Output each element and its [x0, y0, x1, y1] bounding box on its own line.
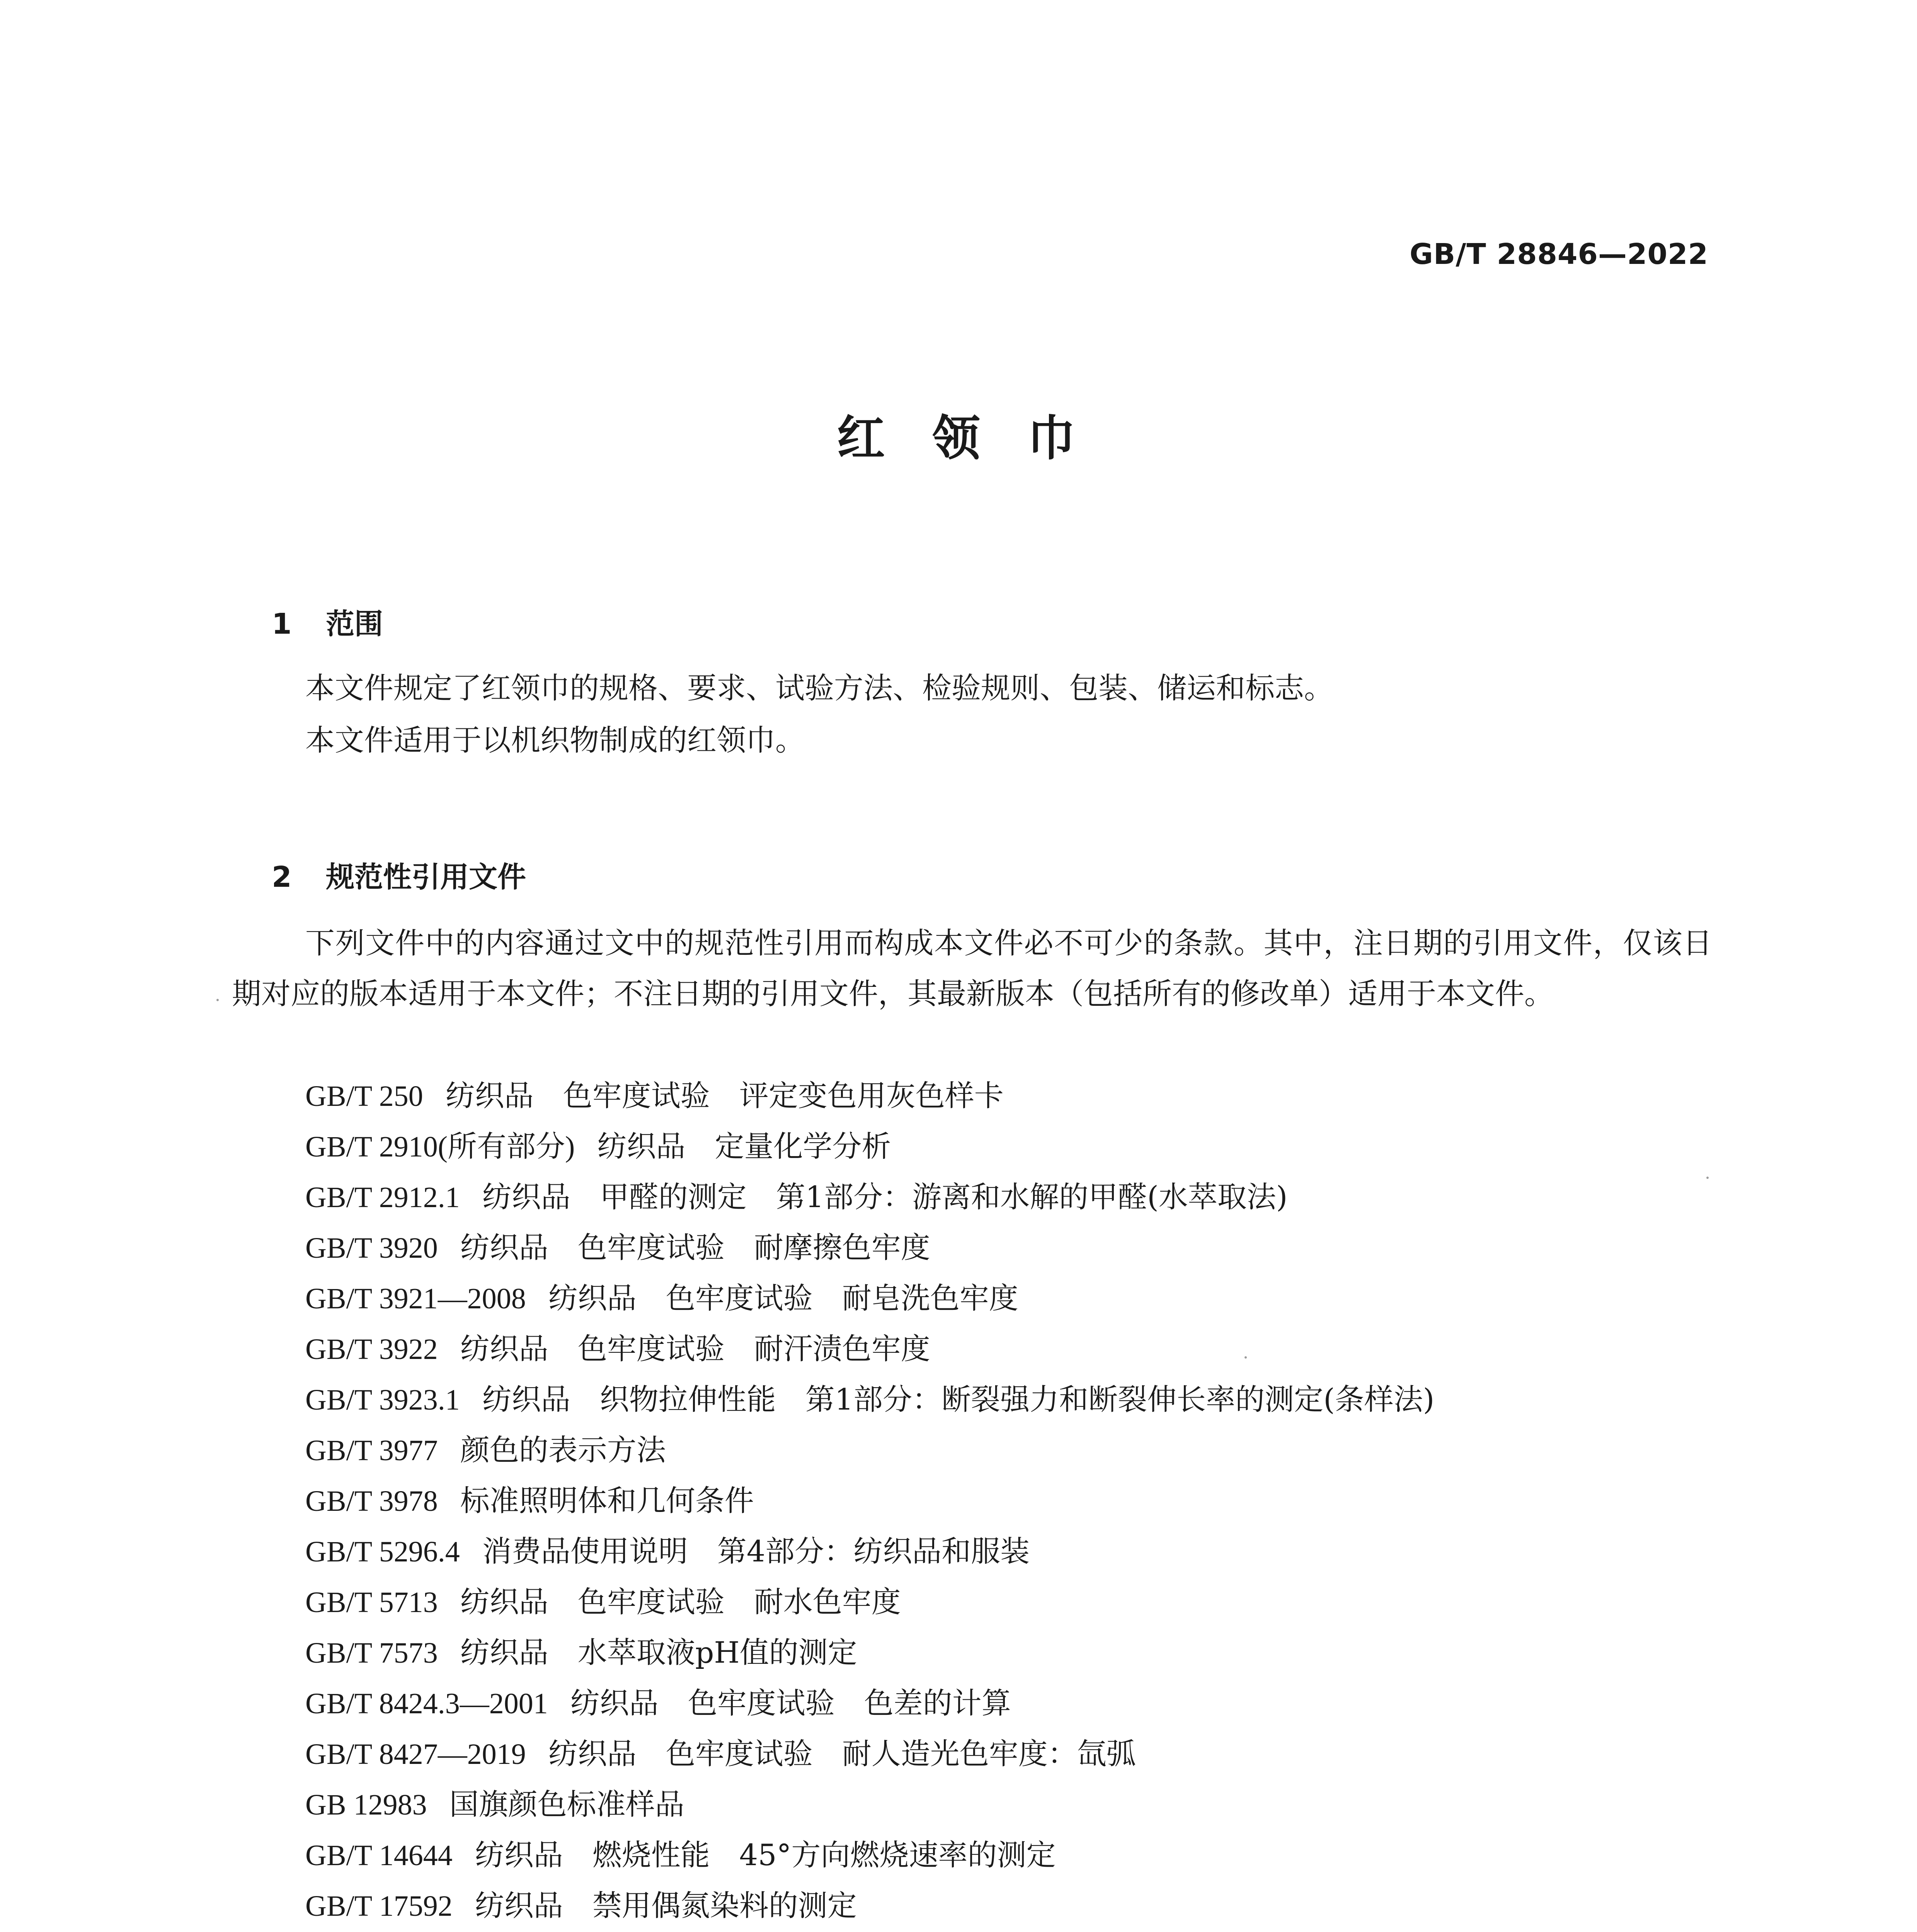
reference-item	[305, 1172, 1434, 1222]
section-number: 1	[272, 607, 292, 641]
reference-code: GB/T 3923.1	[305, 1384, 460, 1416]
reference-code: GB/T 17592	[305, 1890, 453, 1922]
reference-code: GB/T 8424.3—2001	[305, 1687, 548, 1720]
reference-code: GB/T 3977	[305, 1434, 438, 1467]
reference-code: GB 12983	[305, 1789, 427, 1821]
section-heading-scope	[232, 568, 383, 675]
section-heading-references	[232, 821, 526, 929]
reference-title: 纺织品 织物拉伸性能 第1部分：断裂强力和断裂伸长率的测定(条样法)	[482, 1382, 1435, 1417]
reference-title: 纺织品 色牢度试验 耐汗渍色牢度	[460, 1332, 930, 1366]
reference-title: 国旗颜色标准样品	[449, 1787, 684, 1821]
reference-code: GB/T 7573	[305, 1637, 438, 1669]
reference-item	[305, 1627, 1434, 1678]
reference-code: GB/T 2910(所有部分)	[305, 1131, 575, 1163]
reference-code: GB/T 2912.1	[305, 1181, 460, 1214]
reference-item	[305, 1222, 1434, 1273]
reference-title: 颜色的表示方法	[460, 1433, 666, 1467]
reference-code: GB/T 3921—2008	[305, 1282, 526, 1315]
reference-item	[305, 1728, 1434, 1779]
reference-code: GB/T 3978	[305, 1485, 438, 1517]
reference-item	[305, 1475, 1434, 1526]
reference-code: GB/T 3920	[305, 1232, 438, 1264]
document-title: 红 领 巾	[837, 411, 1080, 466]
reference-title: 纺织品 定量化学分析	[597, 1129, 891, 1163]
scan-speck	[216, 999, 219, 1001]
reference-title: 纺织品 燃烧性能 45°方向燃烧速率的测定	[475, 1838, 1056, 1872]
reference-title: 纺织品 水萃取液pH值的测定	[460, 1635, 857, 1670]
reference-title: 标准照明体和几何条件	[460, 1483, 754, 1518]
reference-item	[305, 1323, 1434, 1374]
reference-item	[305, 1374, 1434, 1425]
reference-item	[305, 1830, 1434, 1880]
reference-item	[305, 1779, 1434, 1830]
reference-code: GB/T 3922	[305, 1333, 438, 1366]
reference-title: 纺织品 色牢度试验 色差的计算	[570, 1686, 1011, 1720]
section-title: 规范性引用文件	[326, 861, 526, 894]
reference-item	[305, 1678, 1434, 1728]
scope-paragraph: 本文件适用于以机织物制成的红领巾。	[305, 723, 805, 757]
reference-item	[305, 1070, 1434, 1121]
reference-item	[305, 1880, 1434, 1931]
reference-code: GB/T 8427—2019	[305, 1738, 526, 1770]
scan-speck	[1706, 1177, 1709, 1179]
references-intro: 下列文件中的内容通过文中的规范性引用而构成本文件必不可少的条款。其中，注日期的引用文件，仅该日期对应的版本适用于本文件；不注日期的引用文件，其最新版本（包括所有的修改单）适用于本文件。	[232, 926, 1712, 1011]
reference-item	[305, 1121, 1434, 1172]
reference-item	[305, 1577, 1434, 1627]
reference-title: 消费品使用说明 第4部分：纺织品和服装	[482, 1534, 1030, 1568]
reference-title: 纺织品 色牢度试验 评定变色用灰色样卡	[445, 1078, 1004, 1113]
scan-speck	[1245, 1356, 1247, 1359]
section-number: 2	[272, 861, 292, 894]
reference-list	[305, 1070, 1434, 1932]
reference-title: 纺织品 色牢度试验 耐摩擦色牢度	[460, 1230, 930, 1265]
scope-paragraph: 本文件规定了红领巾的规格、要求、试验方法、检验规则、包装、储运和标志。	[305, 671, 1333, 705]
section-title: 范围	[326, 607, 383, 641]
reference-item	[305, 1425, 1434, 1475]
reference-code: GB/T 5296.4	[305, 1536, 460, 1568]
reference-title: 纺织品 色牢度试验 耐水色牢度	[460, 1585, 901, 1619]
reference-item	[305, 1273, 1434, 1323]
reference-code: GB/T 250	[305, 1080, 423, 1112]
reference-code: GB/T 14644	[305, 1839, 453, 1872]
reference-title: 纺织品 禁用偶氮染料的测定	[475, 1888, 857, 1923]
reference-title: 纺织品 色牢度试验 耐皂洗色牢度	[548, 1281, 1018, 1315]
reference-code: GB/T 5713	[305, 1586, 438, 1619]
reference-title: 纺织品 甲醛的测定 第1部分：游离和水解的甲醛(水萃取法)	[482, 1180, 1288, 1214]
standard-code: GB/T 28846—2022	[1410, 238, 1708, 271]
reference-item	[305, 1526, 1434, 1577]
reference-title: 纺织品 色牢度试验 耐人造光色牢度：氙弧	[548, 1736, 1136, 1771]
